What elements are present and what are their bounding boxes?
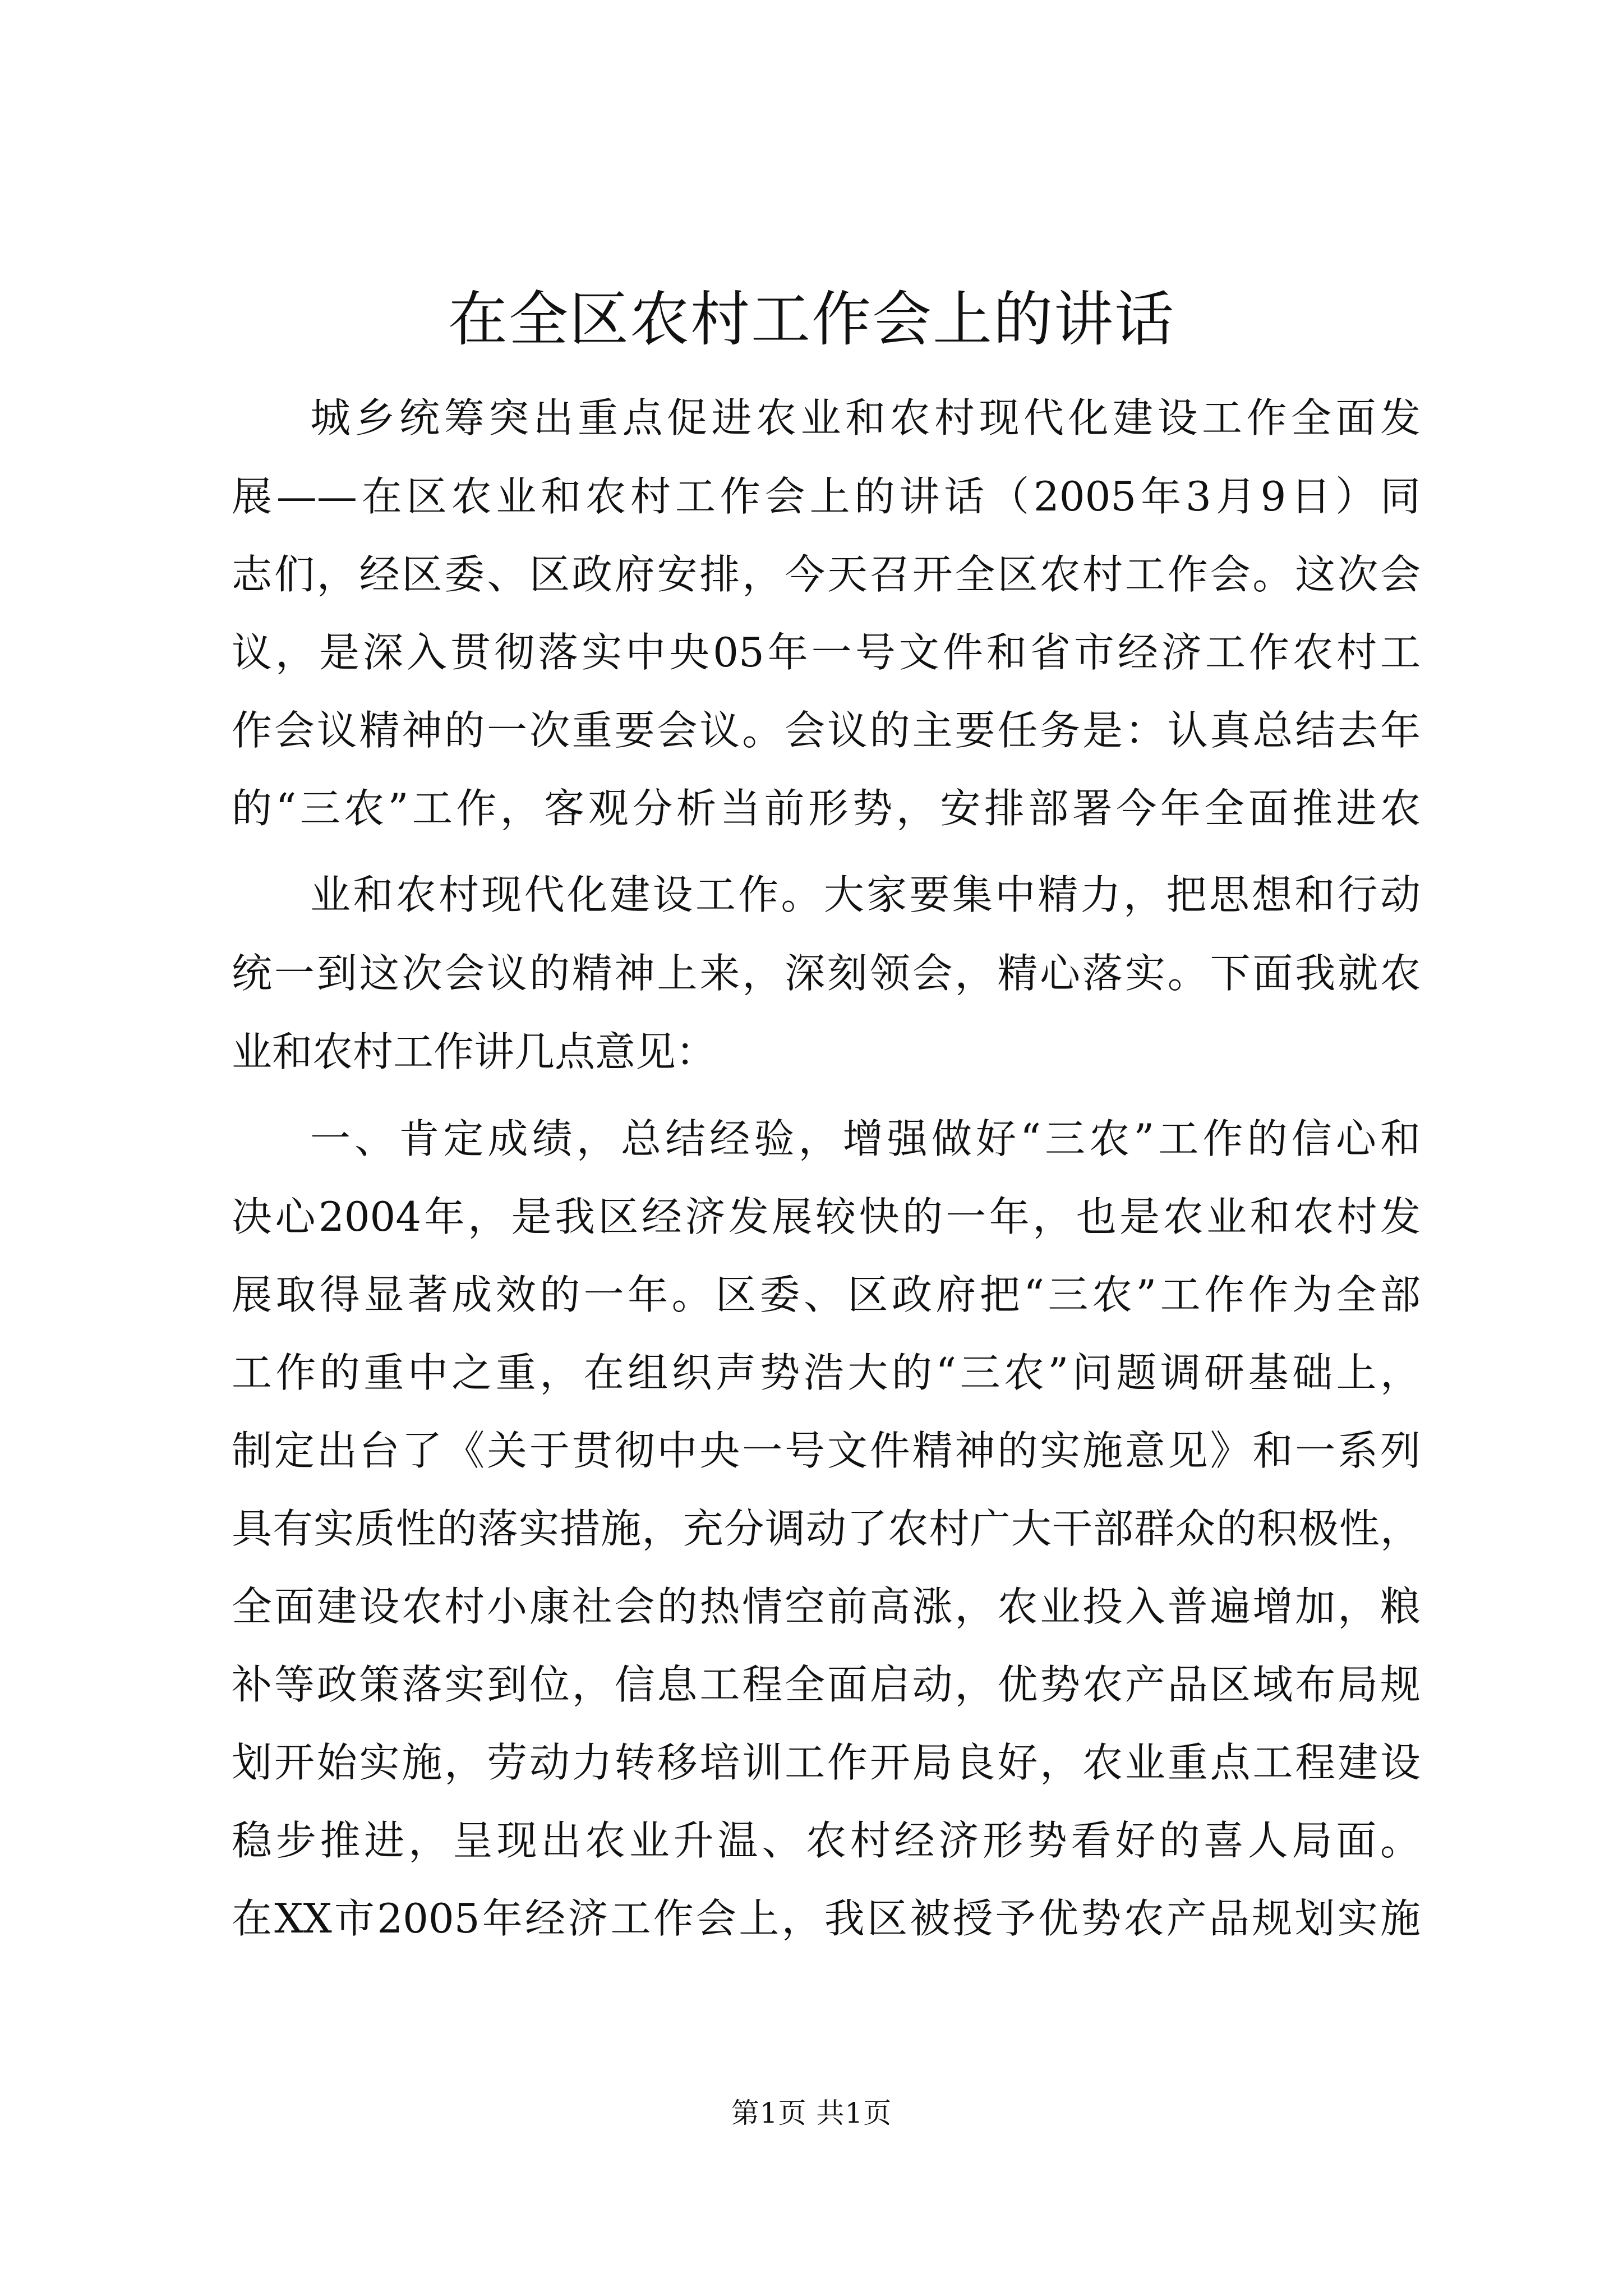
body-line-10: 一、肯定成绩，总结经验，增强做好“三农”工作的信心和 bbox=[310, 1115, 1421, 1162]
body-line-5: 作会议精神的一次重要会议。会议的主要任务是：认真总结去年 bbox=[232, 707, 1421, 754]
body-line-16: 全面建设农村小康社会的热情空前高涨，农业投入普遍增加，粮 bbox=[232, 1583, 1421, 1630]
body-line-8: 统一到这次会议的精神上来，深刻领会，精心落实。下面我就农 bbox=[232, 950, 1421, 997]
body-line-4: 议，是深入贯彻落实中央05年一号文件和省市经济工作农村工 bbox=[232, 629, 1421, 676]
body-line-15: 具有实质性的落实措施，充分调动了农村广大干部群众的积极性， bbox=[232, 1505, 1421, 1552]
body-line-20: 在XX市2005年经济工作会上，我区被授予优势农产品规划实施 bbox=[232, 1895, 1421, 1942]
body-line-19: 稳步推进，呈现出农业升温、农村经济形势看好的喜人局面。 bbox=[232, 1817, 1421, 1864]
page-footer: 第1页 共1页 bbox=[731, 2097, 892, 2129]
body-line-9: 业和农村工作讲几点意见： bbox=[232, 1028, 717, 1075]
body-line-7: 业和农村现代化建设工作。大家要集中精力，把思想和行动 bbox=[310, 871, 1421, 918]
body-line-17: 补等政策落实到位，信息工程全面启动，优势农产品区域布局规 bbox=[232, 1661, 1421, 1708]
document-title: 在全区农村工作会上的讲话 bbox=[448, 285, 1175, 354]
body-line-12: 展取得显著成效的一年。区委、区政府把“三农”工作作为全部 bbox=[232, 1271, 1421, 1318]
body-line-2: 展——在区农业和农村工作会上的讲话（2005年3月9日）同 bbox=[232, 473, 1421, 520]
body-line-14: 制定出台了《关于贯彻中央一号文件精神的实施意见》和一系列 bbox=[232, 1427, 1421, 1474]
body-line-3: 志们，经区委、区政府安排，今天召开全区农村工作会。这次会 bbox=[232, 551, 1421, 598]
body-line-6: 的“三农”工作，客观分析当前形势，安排部署今年全面推进农 bbox=[232, 785, 1421, 832]
body-line-18: 划开始实施，劳动力转移培训工作开局良好，农业重点工程建设 bbox=[232, 1739, 1421, 1786]
body-line-1: 城乡统筹突出重点促进农业和农村现代化建设工作全面发 bbox=[310, 394, 1421, 441]
body-line-13: 工作的重中之重，在组织声势浩大的“三农”问题调研基础上， bbox=[232, 1349, 1421, 1396]
body-line-11: 决心2004年，是我区经济发展较快的一年，也是农业和农村发 bbox=[232, 1193, 1421, 1240]
